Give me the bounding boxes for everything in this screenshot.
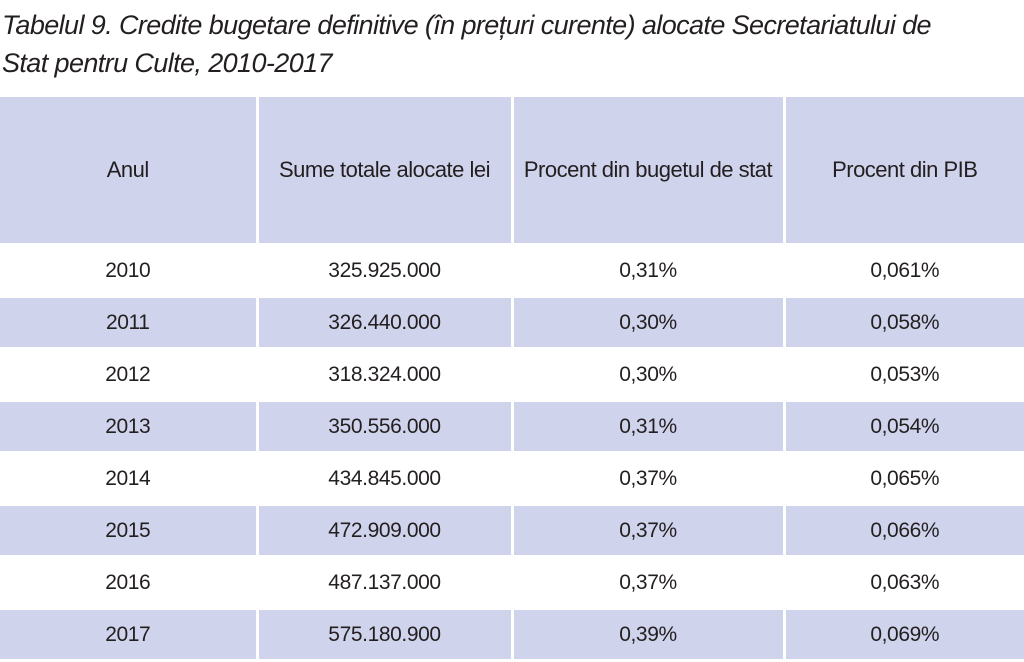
cell-year: 2011 [0, 297, 257, 349]
cell-percent-gdp: 0,069% [784, 609, 1024, 661]
cell-percent-budget: 0,37% [512, 453, 784, 505]
caption-line-1: Tabelul 9. Credite bugetare definitive (în prețuri curente) alocate Secretariatului de [2, 10, 931, 40]
budget-table-container [0, 97, 1024, 662]
cell-percent-gdp: 0,066% [784, 505, 1024, 557]
cell-percent-budget: 0,30% [512, 297, 784, 349]
header-percent-gdp: Procent din PIB [784, 97, 1024, 245]
cell-percent-budget: 0,37% [512, 505, 784, 557]
cell-percent-budget: 0,31% [512, 401, 784, 453]
table-row [0, 609, 1024, 661]
table-row [0, 453, 1024, 505]
cell-percent-gdp: 0,065% [784, 453, 1024, 505]
cell-year: 2012 [0, 349, 257, 401]
cell-year: 2016 [0, 557, 257, 609]
cell-percent-gdp: 0,053% [784, 349, 1024, 401]
table-row [0, 297, 1024, 349]
table-row [0, 505, 1024, 557]
cell-year: 2010 [0, 245, 257, 297]
table-row [0, 401, 1024, 453]
cell-total-sum: 434.845.000 [257, 453, 512, 505]
cell-total-sum: 326.440.000 [257, 297, 512, 349]
cell-year: 2017 [0, 609, 257, 661]
caption-line-2: Stat pentru Culte, 2010-2017 [2, 48, 332, 78]
cell-total-sum: 575.180.900 [257, 609, 512, 661]
cell-percent-gdp: 0,058% [784, 297, 1024, 349]
cell-percent-budget: 0,30% [512, 349, 784, 401]
table-row [0, 557, 1024, 609]
cell-percent-gdp: 0,063% [784, 557, 1024, 609]
table-row [0, 349, 1024, 401]
cell-percent-gdp: 0,061% [784, 245, 1024, 297]
cell-total-sum: 487.137.000 [257, 557, 512, 609]
cell-percent-budget: 0,31% [512, 245, 784, 297]
cell-total-sum: 350.556.000 [257, 401, 512, 453]
cell-total-sum: 318.324.000 [257, 349, 512, 401]
cell-percent-budget: 0,37% [512, 557, 784, 609]
table-caption [2, 6, 1022, 82]
cell-year: 2015 [0, 505, 257, 557]
header-total-sums: Sume totale alocate lei [257, 97, 512, 245]
cell-year: 2014 [0, 453, 257, 505]
header-year: Anul [0, 97, 257, 245]
cell-total-sum: 325.925.000 [257, 245, 512, 297]
table-row [0, 245, 1024, 297]
budget-table [0, 97, 1024, 662]
cell-percent-budget: 0,39% [512, 609, 784, 661]
cell-year: 2013 [0, 401, 257, 453]
cell-percent-gdp: 0,054% [784, 401, 1024, 453]
table-header-row [0, 97, 1024, 245]
header-percent-state-budget: Procent din bugetul de stat [512, 97, 784, 245]
cell-total-sum: 472.909.000 [257, 505, 512, 557]
